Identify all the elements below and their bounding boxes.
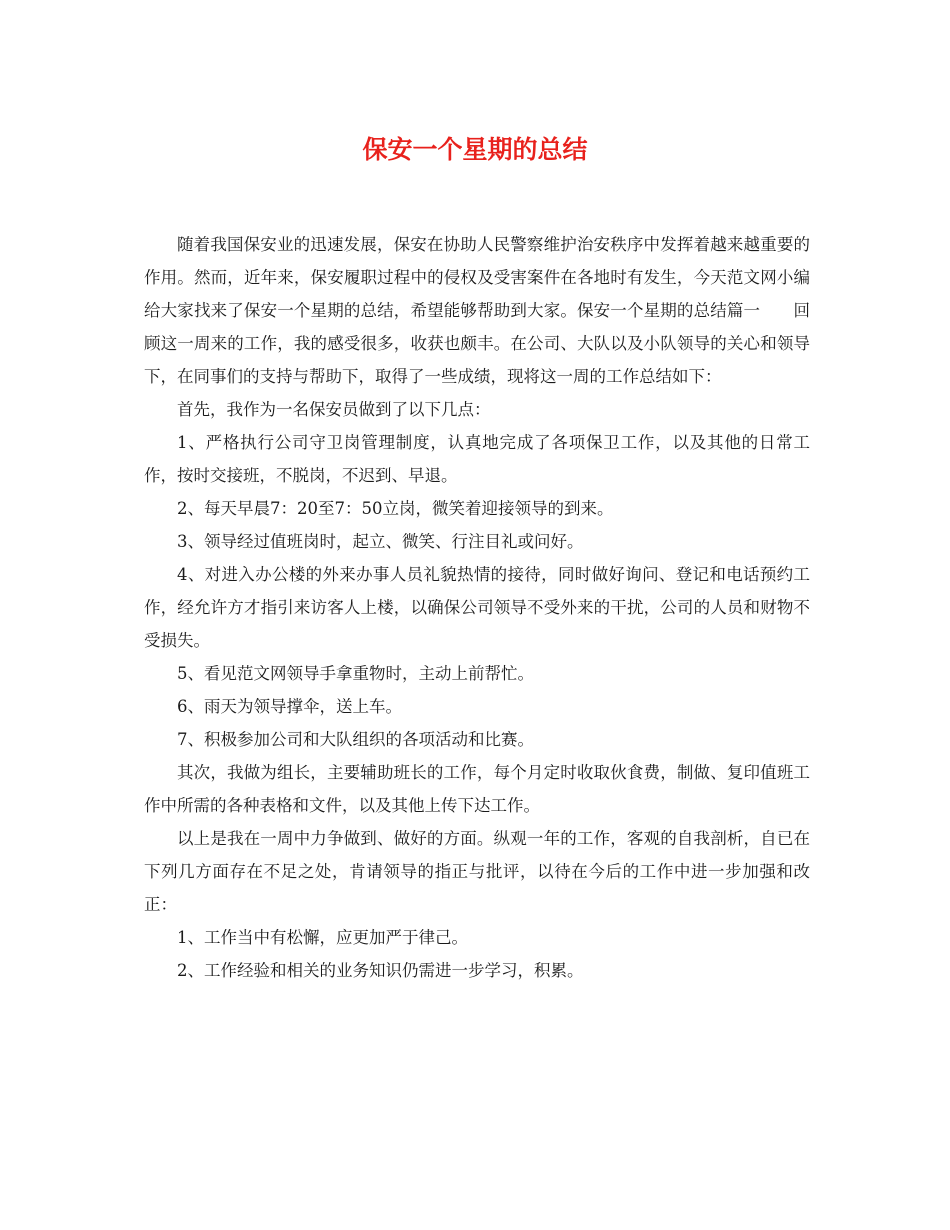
paragraph-item-4: 4、对进入办公楼的外来办事人员礼貌热情的接待，同时做好询问、登记和电话预约工作，经允许方才指引来访客人上楼，以确保公司领导不受外来的干扰，公司的人员和财物不受损失。 (144, 565, 810, 650)
paragraph-second: 其次，我做为组长，主要辅助班长的工作，每个月定时收取伙食费，制做、复印值班工作中所需的各种表格和文件，以及其他上传下达工作。 (144, 763, 810, 815)
paragraph-item-2: 2、每天早晨7：20至7：50立岗，微笑着迎接领导的到来。 (177, 499, 614, 518)
paragraph-item-5: 5、看见范文网领导手拿重物时，主动上前帮忙。 (177, 664, 534, 683)
paragraph-item-3: 3、领导经过值班岗时，起立、微笑、行注目礼或问好。 (177, 532, 584, 551)
paragraph-intro: 随着我国保安业的迅速发展，保安在协助人民警察维护治安秩序中发挥着越来越重要的作用。然而，近年来，保安履职过程中的侵权及受害案件在各地时有发生，今天范文网小编给大家找来了保安一个星期的总结，希望能够帮助到大家。保安一个星期的总结篇一 回顾这一周来的工作，我的感受很多，收获也颇丰。在公司、大队以及小队领导的关心和领导下，在同事们的支持与帮助下，取得了一些成绩，现将这一周的工作总结如下： (144, 235, 810, 386)
paragraph-shortcoming-1: 1、工作当中有松懈，应更加严于律己。 (177, 928, 468, 947)
document-title: 保安一个星期的总结 (362, 135, 588, 164)
paragraph-item-1: 1、严格执行公司守卫岗管理制度，认真地完成了各项保卫工作，以及其他的日常工作，按时交接班，不脱岗，不迟到、早退。 (144, 433, 810, 485)
paragraph-shortcoming-2: 2、工作经验和相关的业务知识仍需进一步学习，积累。 (177, 961, 584, 980)
paragraph-item-7: 7、积极参加公司和大队组织的各项活动和比赛。 (177, 730, 534, 749)
paragraph-first-heading: 首先，我作为一名保安员做到了以下几点： (177, 400, 491, 419)
paragraph-summary: 以上是我在一周中力争做到、做好的方面。纵观一年的工作，客观的自我剖析，自已在下列几方面存在不足之处，肯请领导的指正与批评，以待在今后的工作中进一步加强和改正： (144, 829, 810, 914)
paragraph-item-6: 6、雨天为领导撑伞，送上车。 (177, 697, 402, 716)
document-body (144, 228, 810, 987)
